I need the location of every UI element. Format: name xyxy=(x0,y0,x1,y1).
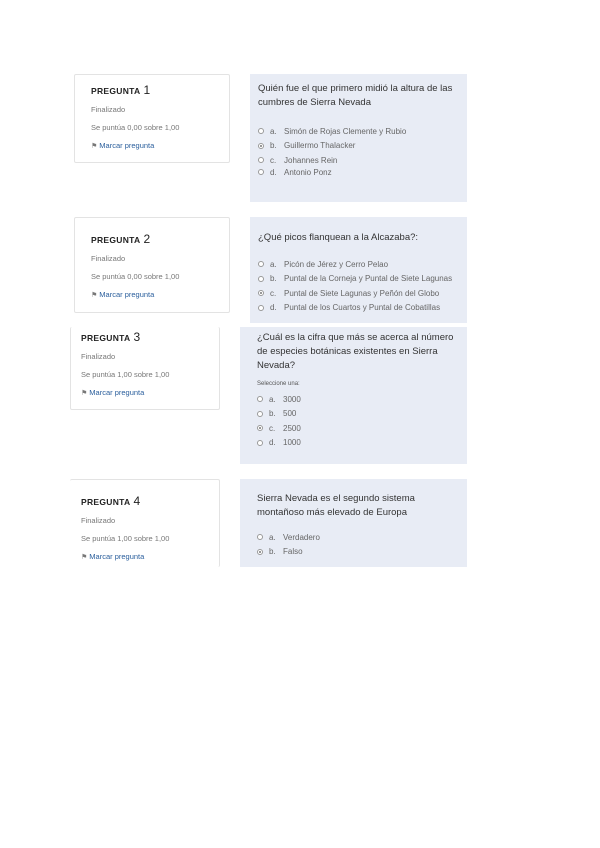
answer-list xyxy=(258,257,459,315)
answer-list xyxy=(257,392,459,450)
radio-button[interactable] xyxy=(257,411,263,417)
flag-icon: ⚑ xyxy=(81,390,88,397)
question-grade: Se puntúa 0,00 sobre 1,00 xyxy=(91,272,180,281)
question-number: 1 xyxy=(143,83,151,97)
answer-list xyxy=(258,124,459,177)
radio-button[interactable] xyxy=(258,276,264,282)
question-label: PREGUNTA 3 xyxy=(81,330,141,344)
answer-option[interactable]: c. 2500 xyxy=(257,421,459,436)
question-2-content xyxy=(250,217,467,323)
flag-icon: ⚑ xyxy=(91,143,98,150)
flag-question-link[interactable]: ⚑ Marcar pregunta xyxy=(81,552,145,561)
flag-icon: ⚑ xyxy=(81,554,88,561)
answer-option[interactable]: b. 500 xyxy=(257,407,459,422)
question-number: 3 xyxy=(133,330,141,344)
flag-icon: ⚑ xyxy=(91,292,98,299)
question-1-info xyxy=(74,74,230,163)
answer-option[interactable]: a. Picón de Jérez y Cerro Pelao xyxy=(258,257,459,272)
question-text: Quién fue el que primero midió la altura de las cumbres de Sierra Nevada xyxy=(258,83,453,108)
question-3-content xyxy=(240,327,467,464)
answer-option[interactable]: a. 3000 xyxy=(257,392,459,407)
question-state: Finalizado xyxy=(91,254,126,263)
radio-button-selected[interactable] xyxy=(257,425,263,431)
question-state: Finalizado xyxy=(81,516,116,525)
radio-button[interactable] xyxy=(258,157,264,163)
answer-option[interactable]: a. Simón de Rojas Clemente y Rubio xyxy=(258,124,459,139)
question-label: PREGUNTA 4 xyxy=(81,494,141,508)
question-2-info xyxy=(74,217,230,313)
answer-option[interactable]: a. Verdadero xyxy=(257,530,459,545)
radio-button[interactable] xyxy=(257,396,263,402)
answer-option[interactable]: b. Puntal de la Corneja y Puntal de Siete Lagunas xyxy=(258,272,459,287)
flag-question-link[interactable]: ⚑ Marcar pregunta xyxy=(91,290,155,299)
question-3-info xyxy=(70,327,220,410)
question-grade: Se puntúa 0,00 sobre 1,00 xyxy=(91,123,180,132)
answer-list xyxy=(257,530,459,559)
radio-button-selected[interactable] xyxy=(257,549,263,555)
question-grade: Se puntúa 1,00 sobre 1,00 xyxy=(81,534,170,543)
radio-button-selected[interactable] xyxy=(258,143,264,149)
answer-option[interactable]: d. 1000 xyxy=(257,436,459,451)
radio-button[interactable] xyxy=(258,128,264,134)
question-text: Sierra Nevada es el segundo sistema montañoso más elevado de Europa xyxy=(257,493,415,518)
radio-button[interactable] xyxy=(257,534,263,540)
question-grade: Se puntúa 1,00 sobre 1,00 xyxy=(81,370,170,379)
question-4-content xyxy=(240,479,467,567)
answer-option[interactable]: c. Johannes Rein xyxy=(258,153,459,168)
answer-option[interactable]: b. Falso xyxy=(257,545,459,560)
radio-button[interactable] xyxy=(258,169,264,175)
radio-button[interactable] xyxy=(257,440,263,446)
question-state: Finalizado xyxy=(81,352,116,361)
radio-button[interactable] xyxy=(258,261,264,267)
question-number: 2 xyxy=(143,232,151,246)
answer-option[interactable]: d. Puntal de los Cuartos y Puntal de Cobatillas xyxy=(258,301,459,316)
flag-question-link[interactable]: ⚑ Marcar pregunta xyxy=(91,141,155,150)
question-state: Finalizado xyxy=(91,105,126,114)
radio-button[interactable] xyxy=(258,305,264,311)
select-one-label: Seleccione una: xyxy=(257,381,300,387)
radio-button-selected[interactable] xyxy=(258,290,264,296)
question-text: ¿Cuál es la cifra que más se acerca al número de especies botánicas existentes en Sierra Nevada? xyxy=(257,332,454,371)
question-label: PREGUNTA 2 xyxy=(91,232,151,246)
flag-question-link[interactable]: ⚑ Marcar pregunta xyxy=(81,388,145,397)
question-text: ¿Qué picos flanquean a la Alcazaba?: xyxy=(258,232,419,243)
question-1-content xyxy=(250,74,467,202)
question-number: 4 xyxy=(133,494,141,508)
answer-option[interactable]: b. Guillermo Thalacker xyxy=(258,139,459,154)
question-label: PREGUNTA 1 xyxy=(91,83,151,97)
answer-option[interactable]: d. Antonio Ponz xyxy=(258,168,459,177)
answer-option[interactable]: c. Puntal de Siete Lagunas y Peñón del Globo xyxy=(258,286,459,301)
question-4-info xyxy=(70,479,220,567)
